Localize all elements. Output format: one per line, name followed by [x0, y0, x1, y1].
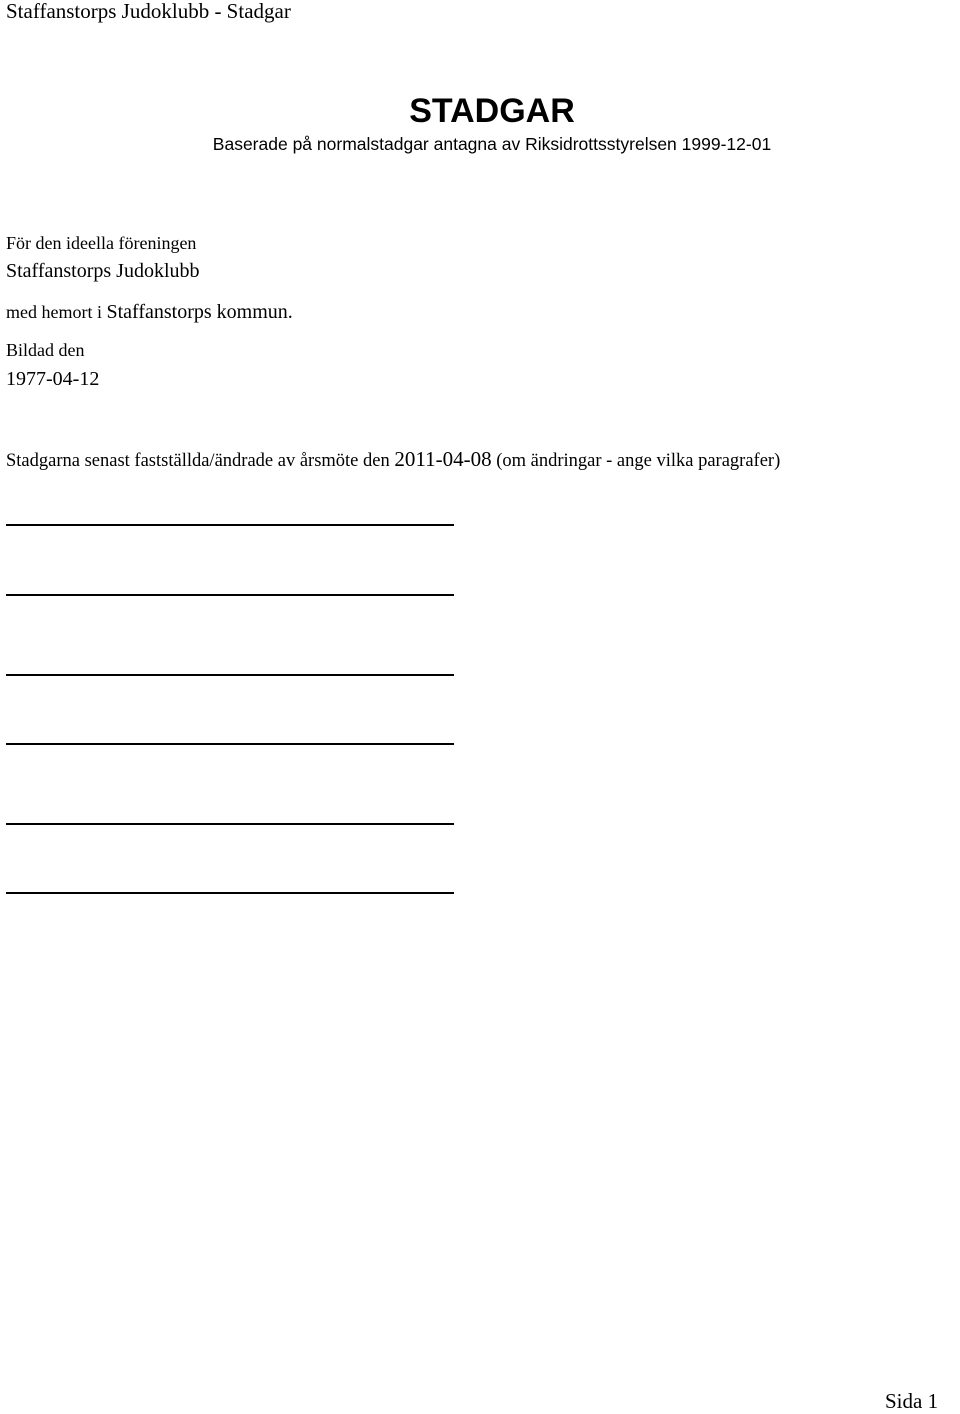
founded-date: 1977-04-12 [6, 368, 100, 390]
hometown-prefix: med hemort i [6, 302, 102, 322]
amended-date: 2011-04-08 [394, 447, 492, 471]
association-name: Staffanstorps Judoklubb [6, 260, 200, 282]
blank-line [6, 743, 454, 745]
amended-text-after: (om ändringar - ange vilka paragrafer) [496, 451, 781, 471]
association-intro: För den ideella föreningen [6, 233, 197, 253]
blank-line [6, 524, 454, 526]
page-header-title: Staffanstorps Judoklubb - Stadgar [6, 0, 291, 23]
document-subtitle: Baserade på normalstadgar antagna av Riksidrottsstyrelsen 1999-12-01 [212, 134, 772, 154]
blank-line [6, 594, 454, 596]
hometown-value: Staffanstorps kommun. [106, 301, 293, 323]
blank-line [6, 892, 454, 894]
amended-text-before: Stadgarna senast fastställda/ändrade av årsmöte den [6, 451, 390, 471]
blank-line [6, 823, 454, 825]
document-title: STADGAR [409, 92, 575, 130]
blank-lines [6, 0, 454, 1412]
page-number: Sida 1 [885, 1389, 939, 1413]
blank-line [6, 674, 454, 676]
founded-label: Bildad den [6, 340, 85, 360]
